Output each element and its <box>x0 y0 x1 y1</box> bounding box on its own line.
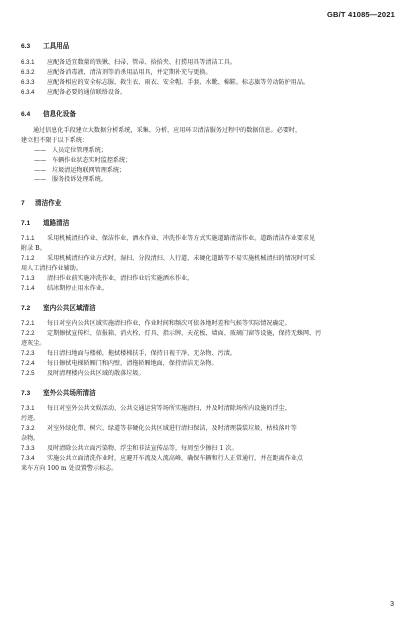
clause-7-3-1 <box>21 404 395 414</box>
heading-number: 6.3 <box>21 43 31 50</box>
clause-number: 6.3.3 <box>21 79 35 86</box>
dash-icon: —— <box>34 147 47 154</box>
clause-text: 实施公共立面清洗作业时，应避开车流及人流高峰，确保车辆和行人正常通行，并在距离作业点 <box>47 455 303 463</box>
clause-text: 及时清除公共立面污染物、浮尘和非法宣传品等，每周至少擦扫 1 次。 <box>47 445 238 453</box>
clause-7-1-1 <box>21 234 395 244</box>
clause-number: 7.2.5 <box>21 370 35 378</box>
list-item: —— 车辆作业状态实时监控系统； <box>34 156 132 164</box>
heading-7-1 <box>21 219 395 228</box>
heading-title: 道路清洁 <box>43 219 70 228</box>
clause-7-2-5 <box>21 369 395 379</box>
heading-7-2 <box>21 304 395 313</box>
clause-number: 7.2.1 <box>21 320 35 328</box>
clause-7-3-4-cont: 来车方向 100 m 处设置警示标志。 <box>21 465 118 473</box>
clause-number: 7.3.1 <box>21 405 35 413</box>
paragraph-6-4-line-1: 通过信息化手段建立大数据分析系统，采集、分析、应用环卫清洁服务过程中的数据信息。必要时， <box>33 127 302 134</box>
clause-6-3-2 <box>21 68 395 78</box>
page-number: 3 <box>390 601 394 608</box>
heading-6-3 <box>21 42 395 51</box>
clause-text: 每日对室内公共区域实施清扫作业，作业时间和频次可依各地时差和气候等实际情况确定。 <box>47 320 291 328</box>
clause-7-1-1-cont: 附录 B。 <box>21 245 46 253</box>
clause-6-3-1 <box>21 58 395 68</box>
clause-text: 每日清扫地面与楼梯，拖拭楼梯扶手，保持日视干净，无杂物、污渍。 <box>47 350 236 358</box>
heading-title: 工具用品 <box>43 42 70 50</box>
dash-icon: —— <box>34 156 47 164</box>
heading-title: 室内公共区域清洁 <box>43 304 96 313</box>
clause-number: 7.2.4 <box>21 360 35 368</box>
list-item: —— 垃圾清运物联网管理系统； <box>34 166 126 174</box>
clause-text: 应配备适宜数量的铁锹、扫帚、管帚、拾拾夹、打捞用具等清洁工具。 <box>47 59 236 66</box>
clause-number: 7.1.3 <box>21 275 35 283</box>
clause-7-3-2 <box>21 424 395 434</box>
clause-text: 每日对室外公共文娱活动、公共交通运营等场所实施清扫，并及时清除场所内设施的浮尘、 <box>47 405 291 413</box>
paragraph-6-4-line-2: 建立但不限于以下系统： <box>21 137 89 144</box>
clause-6-3-3 <box>21 78 395 88</box>
heading-number: 6.4 <box>21 111 31 118</box>
clause-text: 每日擦拭电梯轿厢门和内壁，清拖轿厢地面，保持清洁无杂物。 <box>47 360 218 368</box>
clause-text: 对室外绿化带、树穴、绿道等非硬化公共区域进行清扫保洁，及时清理袋装垃圾、枯枝落叶等 <box>47 425 297 433</box>
clause-6-3-4 <box>21 88 395 98</box>
clause-7-2-3 <box>21 349 395 359</box>
clause-7-3-1-cont: 污迹。 <box>21 415 40 423</box>
heading-number: 7.3 <box>21 390 31 398</box>
heading-6-4 <box>21 110 395 119</box>
heading-number: 7.1 <box>21 220 31 228</box>
clause-number: 7.2.2 <box>21 330 35 338</box>
list-item: —— 人员定位管理系统； <box>34 147 107 154</box>
clause-7-2-1 <box>21 319 395 329</box>
clause-text: 采用机械清扫作业、保洁作业、洒水作业、冲洗作业等方式实施道路清洁作业。道路清洁作业要求见 <box>47 235 316 243</box>
clause-number: 7.1.1 <box>21 235 35 243</box>
clause-7-3-3 <box>21 444 395 454</box>
clause-7-1-2-cont: 用人工清扫作业辅助。 <box>21 265 82 273</box>
document-body <box>21 36 395 474</box>
heading-title: 信息化设备 <box>43 110 76 118</box>
clause-7-3-4 <box>21 454 395 464</box>
dash-icon: —— <box>34 176 47 184</box>
clause-7-1-3 <box>21 274 395 284</box>
heading-title: 清洁作业 <box>35 199 62 208</box>
clause-7-3-2-cont: 杂物。 <box>21 435 40 443</box>
clause-number: 6.3.4 <box>21 89 35 96</box>
clause-7-2-4 <box>21 359 395 369</box>
standard-code: GB/T 41085—2021 <box>326 10 395 19</box>
heading-number: 7.2 <box>21 305 31 313</box>
clause-text: 定期擦拭宣传栏、信报箱、消火栓、灯具、指示牌、天花板、墙面、玻璃门窗等设施，保持无蛛网、污 <box>47 330 322 338</box>
clause-7-1-4 <box>21 284 395 294</box>
heading-7 <box>21 199 395 208</box>
clause-number: 7.2.3 <box>21 350 35 358</box>
clause-7-2-2-cont: 迹灰尘。 <box>21 340 46 348</box>
dash-icon: —— <box>34 166 47 174</box>
clause-text: 采用机械清扫作业方式时，湿扫、分段清扫、人行道、未硬化道路等不易实施机械清扫的情况时可采 <box>47 255 316 263</box>
heading-number: 7 <box>21 200 25 208</box>
clause-text: 应配备必要的通信联络设备。 <box>47 89 127 96</box>
clause-text: 及时清理楼内公共区域的散落垃圾。 <box>47 370 145 378</box>
clause-text: 清扫作业前实施冲洗作业，清扫作业后实施洒水作业。 <box>47 275 194 283</box>
clause-text: 结冰期停止用水作业。 <box>47 285 108 293</box>
clause-number: 7.3.4 <box>21 455 35 463</box>
clause-number: 7.3.2 <box>21 425 35 433</box>
clause-number: 7.1.4 <box>21 285 35 293</box>
list-item: —— 服务投诉处理系统。 <box>34 176 107 184</box>
clause-number: 6.3.2 <box>21 69 35 76</box>
heading-title: 室外公共场所清洁 <box>43 389 96 398</box>
clause-text: 应配备消毒液、清洁剂等消杀用品用具，并定期补充与更换。 <box>47 69 212 76</box>
clause-number: 6.3.1 <box>21 59 35 66</box>
heading-7-3 <box>21 389 395 398</box>
clause-text: 应配备相应的安全标志服、救生衣、雨衣、安全帽、手套、水靴、棉鞋、标志旗等劳动防护用品。 <box>47 79 310 86</box>
clause-7-1-2 <box>21 254 395 264</box>
clause-number: 7.3.3 <box>21 445 35 453</box>
clause-7-2-2 <box>21 329 395 339</box>
clause-number: 7.1.2 <box>21 255 35 263</box>
